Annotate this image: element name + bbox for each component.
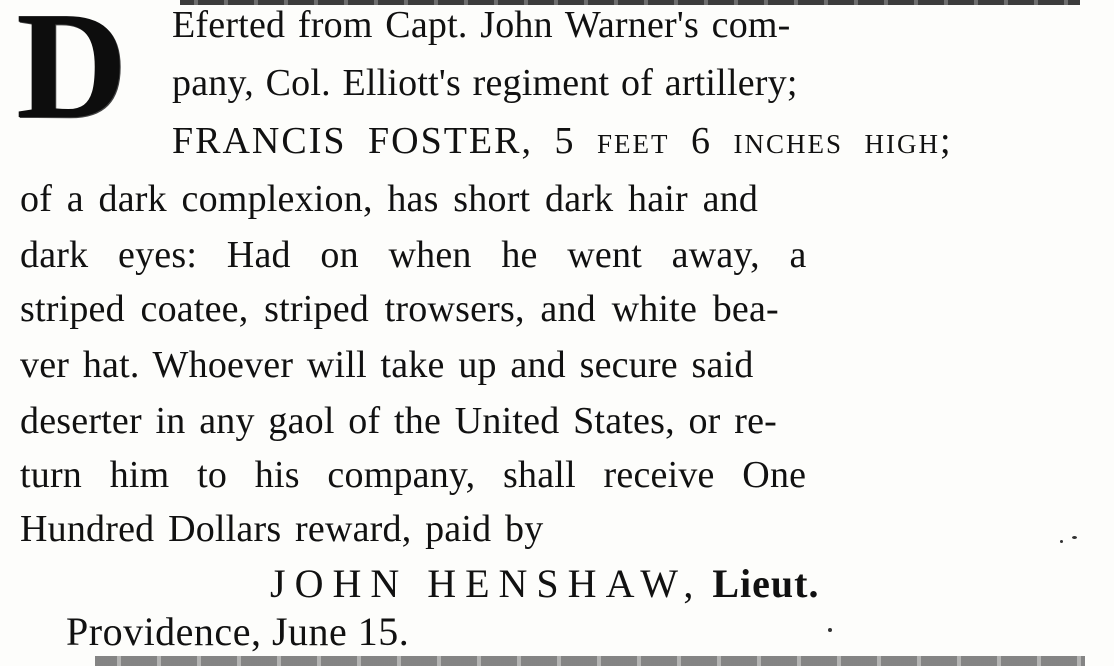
ink-speck: [1072, 536, 1077, 539]
ad-text-line-2: pany, Col. Elliott's regiment of artillery;: [172, 62, 798, 104]
drop-cap-letter: D: [16, 0, 126, 151]
ink-speck: [1060, 540, 1063, 543]
ad-text-line-5: dark eyes: Had on when he went away, a: [20, 234, 807, 276]
bottom-column-rule: [95, 656, 1085, 666]
ad-text-line-10: Hundred Dollars reward, paid by: [20, 508, 544, 550]
ad-text-line-7: ver hat. Whoever will take up and secure said: [20, 344, 754, 386]
signature-rank: Lieut.: [712, 561, 820, 606]
ad-text-line-8: deserter in any gaol of the United States, or re-: [20, 400, 778, 442]
ad-text-line-4: of a dark complexion, has short dark hair and: [20, 178, 759, 220]
ad-text-line-9: turn him to his company, shall receive One: [20, 454, 807, 496]
dateline: Providence, June 15.: [66, 609, 410, 654]
ad-text-line-3: [172, 118, 1092, 164]
ad-text-line-1: Eferted from Capt. John Warner's com-: [172, 4, 791, 46]
signature-name: JOHN HENSHAW,: [270, 561, 703, 606]
signature-line: [270, 560, 819, 608]
ink-speck: [828, 628, 832, 632]
ad-text-line-6: striped coatee, striped trowsers, and white bea-: [20, 288, 779, 330]
deserter-name: FRANCIS FOSTER, 5 feet 6 inches high;: [172, 120, 953, 162]
